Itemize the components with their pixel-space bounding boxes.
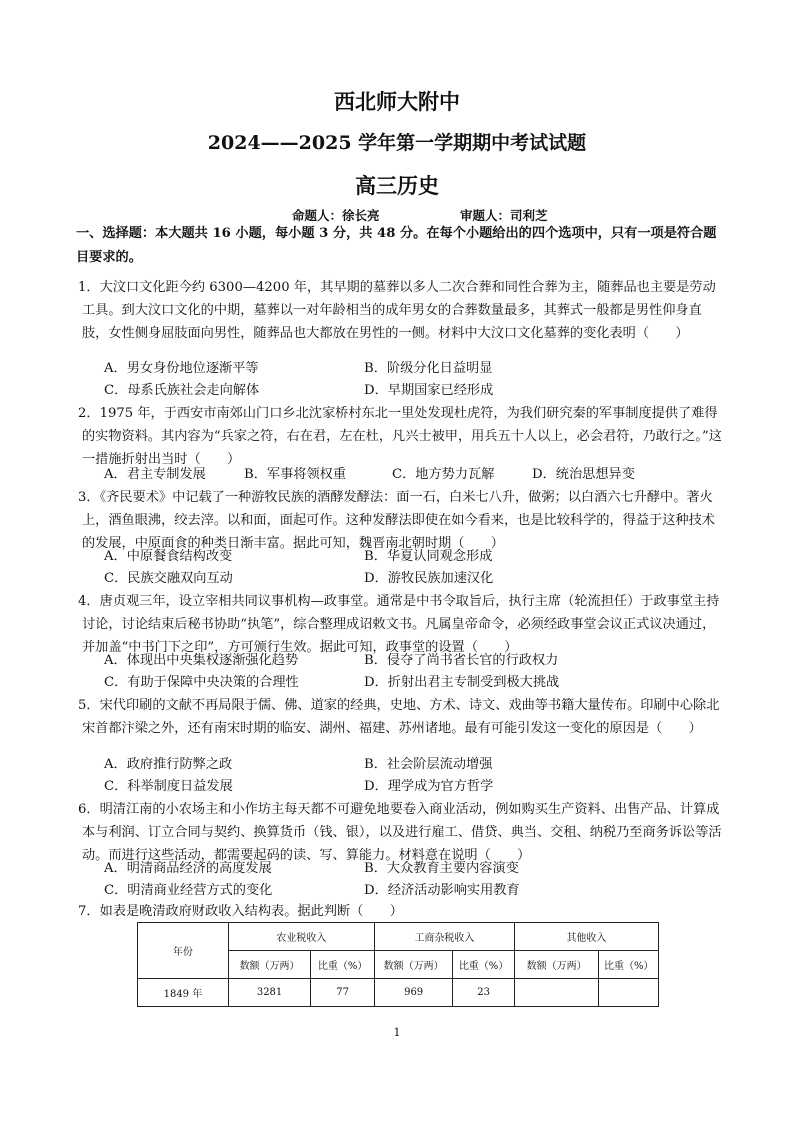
option-d[interactable]: D．游牧民族加速汉化 <box>364 571 494 586</box>
question-setter: 命题人：徐长亮 <box>292 208 380 223</box>
question-1 <box>78 276 722 345</box>
option-b[interactable]: B．大众教育主要内容演变 <box>364 861 519 876</box>
group-header-trade: 工商杂税收入 <box>374 923 514 951</box>
question-stem: 3．《齐民要术》中记载了一种游牧民族的酒酵发酵法：面一石，白米七八升，做粥；以白酒六七升酵中。著火上，酒鱼眼沸，绞去滓。以和面，面起可作。这种发酵法即使在如今看来，也是比较科学的，得益于这种技术的发展，中原面食的种类日渐丰富。据此可知，魏晋南北朝时期（ ） <box>78 490 715 551</box>
question-stem: 7．如表是晚清政府财政收入结构表。据此判断（ ） <box>78 904 403 919</box>
option-c[interactable]: C．明清商业经营方式的变化 <box>104 883 273 898</box>
option-c[interactable]: C．有助于保障中央决策的合理性 <box>104 675 299 690</box>
option-b[interactable]: B．社会阶层流动增强 <box>364 757 493 772</box>
option-c[interactable]: C．地方势力瓦解 <box>392 467 495 482</box>
question-stem: 5．宋代印刷的文献不再局限于儒、佛、道家的经典，史地、方术、诗文、戏曲等书籍大量传布。印刷中心除北宋首都汴梁之外，还有南宋时期的临安、湖州、福建、苏州诸地。最有可能引发这一变化的原因是（ ） <box>78 698 720 736</box>
sub-header-amount: 数额（万两） <box>228 951 310 979</box>
year-header: 年份 <box>138 923 229 979</box>
group-header-agriculture: 农业税收入 <box>228 923 374 951</box>
question-4 <box>78 590 722 659</box>
group-header-other: 其他收入 <box>514 923 658 951</box>
table-row <box>138 979 659 1007</box>
option-b[interactable]: B．侵夺了尚书省长官的行政权力 <box>364 653 559 668</box>
sub-header-amount: 数额（万两） <box>514 951 599 979</box>
option-c[interactable]: C．母系氏族社会走向解体 <box>104 383 260 398</box>
cell-agri-ratio: 77 <box>311 979 375 1007</box>
option-c[interactable]: C．民族交融双向互动 <box>104 571 233 586</box>
sub-header-ratio: 比重（%） <box>453 951 515 979</box>
school-name: 西北师大附中 <box>334 89 460 114</box>
question-stem: 6．明清江南的小农场主和小作坊主每天都不可避免地要卷入商业活动，例如购买生产资料、出售产品、计算成本与利润、订立合同与契约、换算货币（钱、银），以及进行雇工、借贷、典当、交租、纳税乃至商务诉讼等活动。而进行这些活动，都需要起码的读、写、算能力。材料意在说明（ ） <box>78 802 722 863</box>
option-d[interactable]: D．早期国家已经形成 <box>364 383 494 398</box>
question-7 <box>78 900 722 923</box>
option-a[interactable]: A．体现出中央集权逐渐强化趋势 <box>104 653 299 668</box>
revenue-table <box>137 922 659 1007</box>
sub-header-ratio: 比重（%） <box>599 951 659 979</box>
exam-title: 2024——2025 学年第一学期期中考试试题 <box>207 132 587 154</box>
cell-trade-ratio: 23 <box>453 979 515 1007</box>
question-3 <box>78 486 722 555</box>
option-d[interactable]: D．统治思想异变 <box>532 467 635 482</box>
subject-title: 高三历史 <box>355 173 439 198</box>
option-c[interactable]: C．科举制度日益发展 <box>104 779 233 794</box>
option-a[interactable]: A．政府推行防弊之政 <box>104 757 233 772</box>
option-d[interactable]: D．理学成为官方哲学 <box>364 779 494 794</box>
sub-header-ratio: 比重（%） <box>311 951 375 979</box>
sub-header-amount: 数额（万两） <box>374 951 452 979</box>
question-stem: 2．1975 年，于西安市南郊山门口乡北沈家桥村东北一里处发现杜虎符，为我们研究秦的军事制度提供了难得的实物资料。其内容为“兵家之符，右在君，左在杜，凡兴士被甲，用兵五十人以上，必会君符，乃敢行之。”这一措施折射出当时（ ） <box>78 406 722 467</box>
option-a[interactable]: A．明清商品经济的高度发展 <box>104 861 272 876</box>
option-a[interactable]: A．男女身份地位逐渐平等 <box>104 361 259 376</box>
option-a[interactable]: A．中原餐食结构改变 <box>104 549 233 564</box>
option-a[interactable]: A．君主专制发展 <box>104 467 206 482</box>
question-stem: 4．唐贞观三年，设立宰相共同议事机构—政事堂。通常是中书令取旨后，执行主席（轮流担任）于政事堂主持讨论，讨论结束后秘书协助“执笔”，综合整理成诏敕文书。凡属皇帝命令，必须经政事堂会议正式议决通过，并加盖“中书门下之印”，方可颁行生效。据此可知，政事堂的设置（ ） <box>78 594 720 655</box>
section-instruction: 一、选择题：本大题共 16 小题，每小题 3 分，共 48 分。在每个小题给出的四个选项中，只有一项是符合题目要求的。 <box>76 226 717 265</box>
option-b[interactable]: B．军事将领权重 <box>244 467 347 482</box>
question-2 <box>78 402 722 471</box>
question-stem: 1．大汶口文化距今约 6300—4200 年，其早期的墓葬以多人二次合葬和同性合葬为主，随葬品也主要是劳动工具。到大汶口文化的中期，墓葬以一对年龄相当的成年男女的合葬数量最多，其葬式一般都是男性仰身直肢，女性侧身屈肢面向男性，随葬品也大都放在男性的一侧。材料中大汶口文化墓葬的变化表明（ ） <box>78 280 716 341</box>
page-number: 1 <box>393 1026 401 1039</box>
cell-year: 1849 年 <box>138 979 229 1007</box>
cell-other-ratio <box>599 979 659 1007</box>
option-d[interactable]: D．折射出君主专制受到极大挑战 <box>364 675 560 690</box>
option-b[interactable]: B．华夏认同观念形成 <box>364 549 493 564</box>
question-5 <box>78 694 722 740</box>
cell-other-amount <box>514 979 599 1007</box>
cell-agri-amount: 3281 <box>228 979 310 1007</box>
option-d[interactable]: D．经济活动影响实用教育 <box>364 883 520 898</box>
option-b[interactable]: B．阶级分化日益明显 <box>364 361 493 376</box>
reviewer: 审题人：司利芝 <box>460 208 548 223</box>
question-6 <box>78 798 722 867</box>
cell-trade-amount: 969 <box>374 979 452 1007</box>
